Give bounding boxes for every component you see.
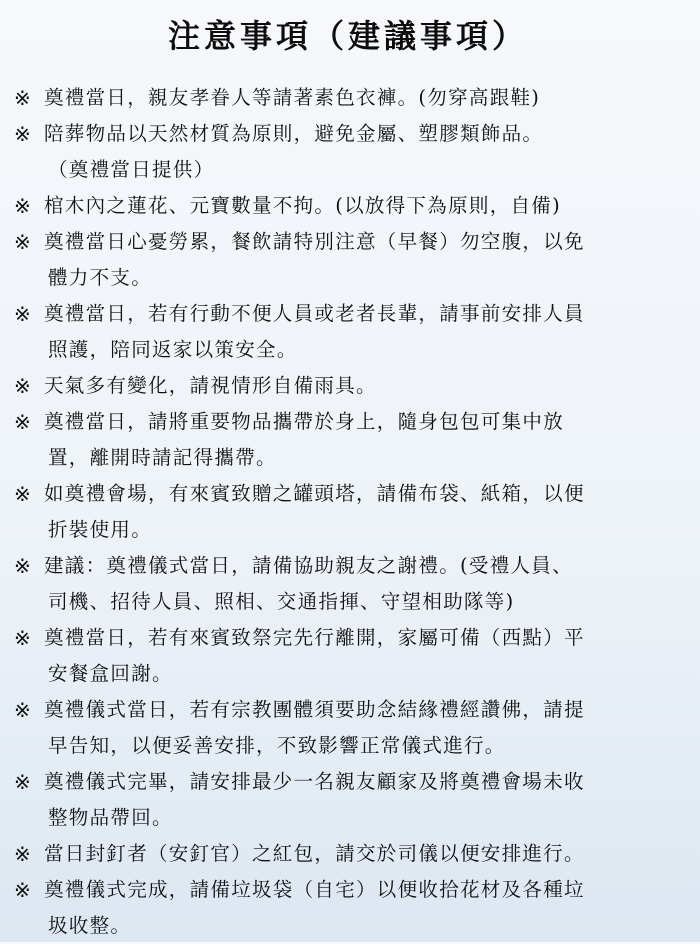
note-text-line: 照護，陪同返家以策安全。: [48, 338, 298, 361]
note-text-line: 早告知，以便妥善安排，不致影響正常儀式進行。: [48, 734, 506, 757]
note-item: [14, 872, 682, 944]
reference-mark-icon: ※: [14, 626, 33, 650]
reference-mark-icon: ※: [14, 482, 33, 506]
notes-list: [14, 80, 682, 944]
reference-mark-icon: ※: [14, 554, 33, 578]
note-text-line: 奠禮儀式當日，若有宗教團體須要助念結緣禮經讚佛，請提: [44, 698, 585, 721]
page-title: 注意事項（建議事項）: [167, 17, 528, 55]
note-text-line: 司機、招待人員、照相、交通指揮、守望相助隊等): [48, 590, 515, 613]
note-text-line: 建議：奠禮儀式當日，請備協助親友之謝禮。(受禮人員、: [44, 554, 573, 577]
note-item: [14, 620, 682, 692]
reference-mark-icon: ※: [14, 194, 33, 218]
reference-mark-icon: ※: [14, 302, 33, 326]
note-text-line: 奠禮當日，親友孝眷人等請著素色衣褲。(勿穿高跟鞋): [44, 86, 541, 109]
reference-mark-icon: ※: [14, 122, 33, 146]
note-text-line: 整物品帶回。: [48, 806, 173, 829]
note-text-line: 體力不支。: [48, 266, 153, 289]
note-text-line: 如奠禮會場，有來賓致贈之罐頭塔，請備布袋、紙箱，以便: [44, 482, 585, 505]
note-text-line: 陪葬物品以天然材質為原則，避免金屬、塑膠類飾品。: [44, 122, 544, 145]
note-text-line: 奠禮當日，請將重要物品攜帶於身上，隨身包包可集中放: [44, 410, 565, 433]
note-item: [14, 224, 682, 296]
reference-mark-icon: ※: [14, 86, 33, 110]
note-item: [14, 404, 682, 476]
reference-mark-icon: ※: [14, 230, 33, 254]
reference-mark-icon: ※: [14, 878, 33, 902]
note-text-line: 奠禮當日，若有來賓致祭完先行離開，家屬可備（西點）平: [44, 626, 585, 649]
note-text-line: （奠禮當日提供）: [48, 158, 215, 181]
note-text-line: 圾收整。: [48, 914, 132, 937]
note-text-line: 置，離開時請記得攜帶。: [48, 446, 277, 469]
note-item: [14, 692, 682, 764]
note-item: [14, 188, 682, 224]
note-text-line: 棺木內之蓮花、元寶數量不拘。(以放得下為原則，自備): [44, 194, 562, 217]
note-text-line: 奠禮儀式完畢，請安排最少一名親友顧家及將奠禮會場未收: [44, 770, 585, 793]
reference-mark-icon: ※: [14, 842, 33, 866]
note-item: [14, 548, 682, 620]
note-item: [14, 368, 682, 404]
note-text-line: 奠禮儀式完成，請備垃圾袋（自宅）以便收拾花材及各種垃: [44, 878, 585, 901]
note-item: [14, 80, 682, 116]
note-item: [14, 836, 682, 872]
note-item: [14, 476, 682, 548]
note-text-line: 奠禮當日心憂勞累，餐飲請特別注意（早餐）勿空腹，以免: [44, 230, 585, 253]
note-text-line: 安餐盒回謝。: [48, 662, 173, 685]
note-text-line: 當日封釘者（安釘官）之紅包，請交於司儀以便安排進行。: [44, 842, 585, 865]
reference-mark-icon: ※: [14, 698, 33, 722]
note-text-line: 奠禮當日，若有行動不便人員或老者長輩，請事前安排人員: [44, 302, 585, 325]
note-item: [14, 116, 682, 188]
note-text-line: 折裝使用。: [48, 518, 153, 541]
reference-mark-icon: ※: [14, 770, 33, 794]
reference-mark-icon: ※: [14, 374, 33, 398]
note-text-line: 天氣多有變化，請視情形自備雨具。: [44, 374, 377, 397]
note-item: [14, 296, 682, 368]
reference-mark-icon: ※: [14, 410, 33, 434]
note-item: [14, 764, 682, 836]
